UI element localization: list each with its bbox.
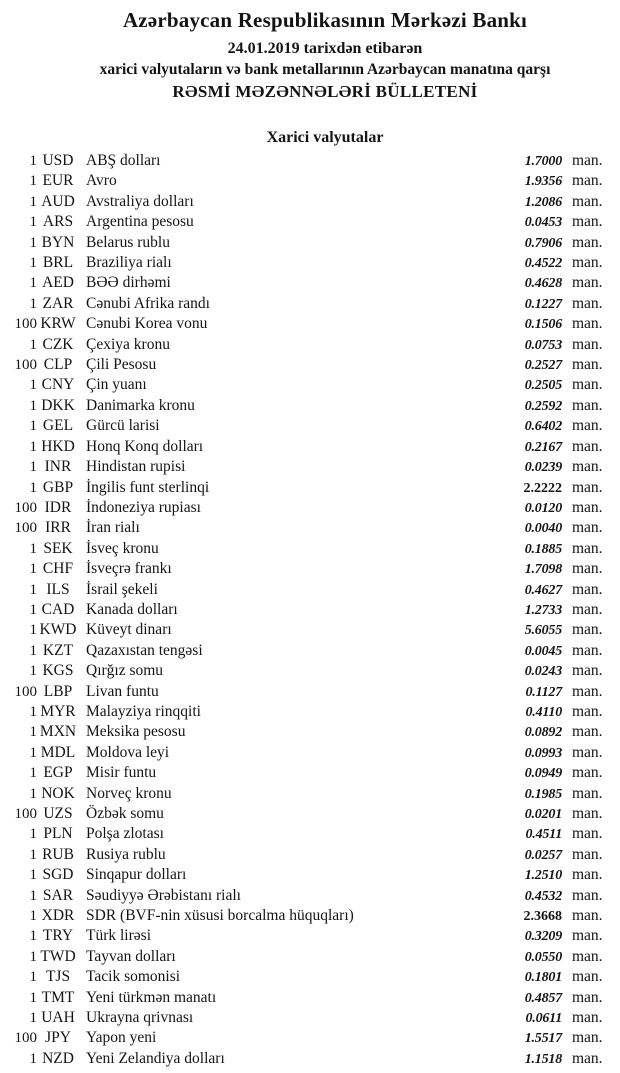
unit-cell: man. xyxy=(572,172,603,190)
currency-code-cell: TJS xyxy=(45,968,71,986)
bulletin-title: RƏSMİ MƏZƏNNƏLƏRİ BÜLLETENİ xyxy=(172,82,478,101)
rate-row xyxy=(0,151,620,171)
quantity-cell: 1 xyxy=(29,642,37,659)
currency-name-cell: Argentina pesosu xyxy=(86,213,194,231)
rate-row xyxy=(0,375,620,395)
quantity-cell: 1 xyxy=(29,928,37,945)
rate-row xyxy=(0,682,620,702)
rate-row xyxy=(0,580,620,600)
quantity-cell: 1 xyxy=(29,438,37,455)
quantity-cell: 1 xyxy=(29,459,37,476)
currency-code-cell: DKK xyxy=(41,396,75,414)
rate-value-cell: 0.0993 xyxy=(524,745,562,761)
rate-value-cell: 5.6055 xyxy=(524,623,562,639)
rate-value-cell: 0.1985 xyxy=(524,786,562,802)
currency-code-cell: MYR xyxy=(40,702,76,720)
rate-value-cell: 0.0239 xyxy=(524,460,562,476)
quantity-cell: 1 xyxy=(29,193,37,210)
rate-row xyxy=(0,396,620,416)
quantity-cell: 1 xyxy=(29,703,37,720)
quantity-cell: 1 xyxy=(29,622,37,639)
currency-name-cell: Misir funtu xyxy=(86,764,157,782)
currency-name-cell: Küveyt dinarı xyxy=(86,621,172,639)
rate-value-cell: 0.2592 xyxy=(524,398,562,414)
rates-table xyxy=(0,151,620,1069)
currency-code-cell: AUD xyxy=(41,192,75,210)
currency-code-cell: KGS xyxy=(42,662,74,680)
currency-code-cell: KZT xyxy=(42,641,74,659)
currency-code-cell: CAD xyxy=(41,600,75,618)
unit-cell: man. xyxy=(572,478,603,496)
rate-row xyxy=(0,171,620,191)
currency-name-cell: SDR (BVF-nin xüsusi borcalma hüquqları) xyxy=(86,907,354,925)
currency-code-cell: KWD xyxy=(39,621,77,639)
currency-name-cell: Səudiyyə Ərəbistanı rialı xyxy=(86,886,241,904)
quantity-cell: 1 xyxy=(29,418,37,435)
currency-code-cell: AED xyxy=(42,274,74,292)
rate-row xyxy=(0,273,620,293)
currency-name-cell: Livan funtu xyxy=(86,682,159,700)
rate-value-cell: 0.0753 xyxy=(524,337,562,353)
currency-code-cell: SEK xyxy=(43,539,73,557)
currency-code-cell: JPY xyxy=(45,1029,71,1047)
quantity-cell: 100 xyxy=(14,683,37,700)
unit-cell: man. xyxy=(572,417,603,435)
quantity-cell: 1 xyxy=(29,234,37,251)
currency-name-cell: ABŞ dolları xyxy=(86,152,161,169)
quantity-cell: 1 xyxy=(29,826,37,843)
quantity-cell: 1 xyxy=(29,887,37,904)
currency-name-cell: Moldova leyi xyxy=(86,743,170,761)
quantity-cell: 1 xyxy=(29,724,37,741)
rate-row xyxy=(0,498,620,518)
unit-cell: man. xyxy=(572,927,603,945)
currency-code-cell: GEL xyxy=(42,417,74,435)
rate-value-cell: 0.0453 xyxy=(524,215,562,231)
quantity-cell: 1 xyxy=(29,908,37,925)
currency-code-cell: BYN xyxy=(41,233,75,251)
rate-row xyxy=(0,641,620,661)
currency-code-cell: TWD xyxy=(40,947,76,965)
currency-name-cell: Cənubi Korea vonu xyxy=(86,315,208,333)
rate-value-cell: 1.7098 xyxy=(524,562,562,578)
section-title-foreign-currencies: Xarici valyutalar xyxy=(266,129,384,146)
currency-code-cell: SAR xyxy=(42,886,74,904)
rate-value-cell: 0.1506 xyxy=(524,317,562,333)
quantity-cell: 1 xyxy=(29,336,37,353)
unit-cell: man. xyxy=(572,1049,603,1067)
currency-name-cell: Tayvan dolları xyxy=(86,947,176,965)
rate-row xyxy=(0,926,620,946)
rate-value-cell: 0.3209 xyxy=(524,929,562,945)
rate-row xyxy=(0,294,620,314)
unit-cell: man. xyxy=(572,825,603,843)
quantity-cell: 100 xyxy=(14,316,37,333)
unit-cell: man. xyxy=(572,519,603,537)
quantity-cell: 100 xyxy=(14,357,37,374)
currency-name-cell: Belarus rublu xyxy=(86,233,170,251)
rate-value-cell: 0.4110 xyxy=(525,704,562,720)
currency-name-cell: İsrail şekeli xyxy=(86,580,158,598)
unit-cell: man. xyxy=(572,192,603,210)
rate-row xyxy=(0,559,620,579)
rate-row xyxy=(0,845,620,865)
quantity-cell: 1 xyxy=(29,969,37,986)
rate-value-cell: 0.0611 xyxy=(525,1011,562,1027)
rate-value-cell: 0.2505 xyxy=(524,378,562,394)
unit-cell: man. xyxy=(572,621,603,639)
quantity-cell: 1 xyxy=(29,1010,37,1027)
currency-code-cell: BRL xyxy=(42,254,74,272)
rate-row xyxy=(0,947,620,967)
currency-name-cell: Tacik somonisi xyxy=(86,968,181,986)
currency-name-cell: Türk lirəsi xyxy=(86,927,151,945)
rate-row xyxy=(0,212,620,232)
rate-value-cell: 1.5517 xyxy=(524,1031,562,1047)
currency-name-cell: Yeni Zelandiya dolları xyxy=(86,1049,225,1067)
rate-value-cell: 0.4511 xyxy=(525,827,562,843)
rate-row xyxy=(0,906,620,926)
unit-cell: man. xyxy=(572,580,603,598)
currency-name-cell: Hindistan rupisi xyxy=(86,458,186,476)
rate-row xyxy=(0,335,620,355)
unit-cell: man. xyxy=(572,213,603,231)
currency-name-cell: Gürcü larisi xyxy=(86,417,160,435)
rate-row xyxy=(0,600,620,620)
rate-value-cell: 1.1518 xyxy=(524,1051,562,1067)
currency-code-cell: UZS xyxy=(43,805,73,822)
quantity-cell: 1 xyxy=(29,601,37,618)
currency-name-cell: BƏƏ dirhəmi xyxy=(86,274,171,292)
currency-name-cell: Meksika pesosu xyxy=(86,723,186,741)
rate-value-cell: 0.1227 xyxy=(524,296,562,312)
rate-value-cell: 1.2086 xyxy=(524,194,562,210)
currency-code-cell: IDR xyxy=(44,498,72,516)
unit-cell: man. xyxy=(572,152,603,169)
currency-name-cell: Polşa zlotası xyxy=(86,825,164,843)
rate-value-cell: 2.3668 xyxy=(523,909,562,925)
currency-name-cell: Braziliya rialı xyxy=(86,254,172,272)
unit-cell: man. xyxy=(572,784,603,802)
currency-code-cell: MXN xyxy=(39,723,77,741)
quantity-cell: 1 xyxy=(29,663,37,680)
currency-code-cell: ARS xyxy=(42,213,74,231)
unit-cell: man. xyxy=(572,437,603,455)
unit-cell: man. xyxy=(572,539,603,557)
rate-row xyxy=(0,988,620,1008)
unit-cell: man. xyxy=(572,294,603,312)
currency-code-cell: XDR xyxy=(41,907,75,925)
quantity-cell: 1 xyxy=(29,214,37,231)
currency-name-cell: Çili Pesosu xyxy=(86,356,157,374)
quantity-cell: 1 xyxy=(29,377,37,394)
rate-row xyxy=(0,1008,620,1028)
unit-cell: man. xyxy=(572,376,603,394)
rate-row xyxy=(0,1028,620,1048)
rate-row xyxy=(0,763,620,783)
unit-cell: man. xyxy=(572,682,603,700)
unit-cell: man. xyxy=(572,907,603,925)
rate-value-cell: 0.2167 xyxy=(524,439,562,455)
quantity-cell: 1 xyxy=(29,581,37,598)
rate-row xyxy=(0,253,620,273)
quantity-cell: 1 xyxy=(29,275,37,292)
rate-value-cell: 0.1885 xyxy=(524,541,562,557)
rate-row xyxy=(0,824,620,844)
currency-name-cell: Qazaxıstan tengəsi xyxy=(86,641,203,659)
unit-cell: man. xyxy=(572,641,603,659)
rate-value-cell: 0.6402 xyxy=(524,419,562,435)
currency-code-cell: HKD xyxy=(41,437,75,455)
rate-value-cell: 0.0550 xyxy=(524,949,562,965)
rate-row xyxy=(0,722,620,742)
rate-row xyxy=(0,478,620,498)
rate-row xyxy=(0,518,620,538)
currency-code-cell: NZD xyxy=(42,1049,74,1067)
unit-cell: man. xyxy=(572,947,603,965)
rate-row xyxy=(0,784,620,804)
currency-name-cell: Sinqapur dolları xyxy=(86,866,187,884)
quantity-cell: 1 xyxy=(29,153,37,169)
rate-value-cell: 0.1801 xyxy=(524,970,562,986)
unit-cell: man. xyxy=(572,662,603,680)
unit-cell: man. xyxy=(572,498,603,516)
rate-row xyxy=(0,1049,620,1069)
rate-row xyxy=(0,416,620,436)
unit-cell: man. xyxy=(572,968,603,986)
currency-name-cell: Qırğız somu xyxy=(86,662,164,680)
quantity-cell: 1 xyxy=(29,1050,37,1067)
rate-value-cell: 0.2527 xyxy=(524,358,562,374)
unit-cell: man. xyxy=(572,723,603,741)
rate-row xyxy=(0,457,620,477)
rate-value-cell: 0.0892 xyxy=(524,725,562,741)
unit-cell: man. xyxy=(572,560,603,578)
currency-name-cell: Avro xyxy=(86,172,117,190)
quantity-cell: 1 xyxy=(29,744,37,761)
subject-line: xarici valyutaların və bank metallarının Azərbaycan manatına qarşı xyxy=(99,61,551,78)
currency-code-cell: NOK xyxy=(41,784,75,802)
currency-code-cell: USD xyxy=(42,152,74,169)
unit-cell: man. xyxy=(572,233,603,251)
quantity-cell: 1 xyxy=(29,295,37,312)
unit-cell: man. xyxy=(572,274,603,292)
rate-value-cell: 0.0257 xyxy=(524,847,562,863)
rate-row xyxy=(0,355,620,375)
quantity-cell: 1 xyxy=(29,989,37,1006)
currency-code-cell: MDL xyxy=(40,743,76,761)
currency-code-cell: TRY xyxy=(42,927,74,945)
currency-name-cell: İndoneziya rupiası xyxy=(86,498,201,516)
currency-code-cell: EGP xyxy=(43,764,73,782)
rate-value-cell: 0.0045 xyxy=(524,643,562,659)
currency-code-cell: IRR xyxy=(45,519,71,537)
quantity-cell: 100 xyxy=(14,520,37,537)
rate-value-cell: 0.0201 xyxy=(524,807,562,822)
currency-name-cell: Yapon yeni xyxy=(86,1029,157,1047)
rate-row xyxy=(0,865,620,885)
unit-cell: man. xyxy=(572,988,603,1006)
rate-value-cell: 0.0040 xyxy=(524,521,562,537)
rate-value-cell: 0.1127 xyxy=(525,684,562,700)
quantity-cell: 1 xyxy=(29,561,37,578)
unit-cell: man. xyxy=(572,335,603,353)
currency-code-cell: SGD xyxy=(42,866,74,884)
currency-name-cell: Avstraliya dolları xyxy=(86,192,194,210)
quantity-cell: 100 xyxy=(14,806,37,822)
currency-name-cell: Rusiya rublu xyxy=(86,845,166,863)
currency-code-cell: CNY xyxy=(41,376,75,394)
currency-name-cell: Yeni türkmən manatı xyxy=(86,988,217,1006)
currency-name-cell: Cənubi Afrika randı xyxy=(86,294,210,312)
unit-cell: man. xyxy=(572,743,603,761)
rate-value-cell: 2.2222 xyxy=(523,480,562,496)
currency-name-cell: Çexiya kronu xyxy=(86,335,170,353)
rate-value-cell: 0.4522 xyxy=(524,256,562,272)
unit-cell: man. xyxy=(572,600,603,618)
rate-row xyxy=(0,743,620,763)
quantity-cell: 1 xyxy=(29,867,37,884)
rate-value-cell: 0.7906 xyxy=(524,235,562,251)
unit-cell: man. xyxy=(572,1029,603,1047)
currency-name-cell: İngilis funt sterlinqi xyxy=(86,478,210,496)
quantity-cell: 1 xyxy=(29,785,37,802)
currency-code-cell: EUR xyxy=(42,172,74,190)
rate-value-cell: 0.4628 xyxy=(524,276,562,292)
currency-code-cell: GBP xyxy=(42,478,74,496)
unit-cell: man. xyxy=(572,702,603,720)
unit-cell: man. xyxy=(572,315,603,333)
currency-code-cell: CZK xyxy=(42,335,74,353)
rate-row xyxy=(0,886,620,906)
quantity-cell: 1 xyxy=(29,173,37,190)
currency-code-cell: UAH xyxy=(41,1009,75,1027)
quantity-cell: 100 xyxy=(14,499,37,516)
rate-row xyxy=(0,314,620,334)
rate-row xyxy=(0,233,620,253)
currency-name-cell: Malayziya rinqqiti xyxy=(86,702,201,720)
rate-value-cell: 1.7000 xyxy=(524,154,562,169)
rate-value-cell: 1.9356 xyxy=(524,174,562,190)
quantity-cell: 1 xyxy=(29,255,37,272)
rate-value-cell: 0.4857 xyxy=(524,990,562,1006)
effective-date-line: 24.01.2019 tarixdən etibarən xyxy=(227,40,423,57)
unit-cell: man. xyxy=(572,764,603,782)
quantity-cell: 1 xyxy=(29,846,37,863)
currency-code-cell: CHF xyxy=(42,560,74,578)
quantity-cell: 1 xyxy=(29,765,37,782)
currency-code-cell: INR xyxy=(44,458,72,476)
rate-value-cell: 1.2733 xyxy=(524,602,562,618)
currency-name-cell: Kanada dolları xyxy=(86,600,178,618)
rate-row xyxy=(0,702,620,722)
bulletin-header xyxy=(0,0,620,103)
currency-code-cell: RUB xyxy=(42,845,74,863)
currency-name-cell: İsveçrə frankı xyxy=(86,560,172,578)
quantity-cell: 100 xyxy=(14,1030,37,1047)
unit-cell: man. xyxy=(572,805,603,822)
rate-row xyxy=(0,437,620,457)
currency-code-cell: ILS xyxy=(46,580,70,598)
rate-value-cell: 0.0949 xyxy=(524,766,562,782)
rate-row xyxy=(0,804,620,824)
rate-row xyxy=(0,661,620,681)
rate-row xyxy=(0,539,620,559)
unit-cell: man. xyxy=(572,356,603,374)
currency-code-cell: ZAR xyxy=(42,294,74,312)
unit-cell: man. xyxy=(572,396,603,414)
rate-row xyxy=(0,967,620,987)
unit-cell: man. xyxy=(572,1009,603,1027)
quantity-cell: 1 xyxy=(29,540,37,557)
rate-row xyxy=(0,620,620,640)
rate-value-cell: 1.2510 xyxy=(524,868,562,884)
currency-code-cell: LBP xyxy=(43,682,73,700)
unit-cell: man. xyxy=(572,845,603,863)
quantity-cell: 1 xyxy=(29,479,37,496)
currency-name-cell: Norveç kronu xyxy=(86,784,172,802)
currency-name-cell: Çin yuanı xyxy=(86,376,147,394)
unit-cell: man. xyxy=(572,254,603,272)
rate-value-cell: 0.0243 xyxy=(524,664,562,680)
currency-name-cell: İran rialı xyxy=(86,519,140,537)
currency-code-cell: TMT xyxy=(41,988,75,1006)
currency-name-cell: Danimarka kronu xyxy=(86,396,195,414)
unit-cell: man. xyxy=(572,866,603,884)
rate-value-cell: 0.4627 xyxy=(524,582,562,598)
quantity-cell: 1 xyxy=(29,948,37,965)
rate-row xyxy=(0,192,620,212)
bank-name-title: Azərbaycan Respublikasının Mərkəzi Bankı xyxy=(122,8,528,32)
currency-code-cell: PLN xyxy=(43,825,73,843)
currency-code-cell: KRW xyxy=(40,315,76,333)
rate-value-cell: 0.4532 xyxy=(524,888,562,904)
unit-cell: man. xyxy=(572,458,603,476)
currency-code-cell: CLP xyxy=(43,356,73,374)
currency-name-cell: Honq Konq dolları xyxy=(86,437,204,455)
currency-name-cell: Özbək somu xyxy=(86,805,164,822)
rate-value-cell: 0.0120 xyxy=(524,500,562,516)
currency-name-cell: İsveç kronu xyxy=(86,539,159,557)
quantity-cell: 1 xyxy=(29,397,37,414)
currency-name-cell: Ukrayna qrivnası xyxy=(86,1009,194,1027)
unit-cell: man. xyxy=(572,886,603,904)
